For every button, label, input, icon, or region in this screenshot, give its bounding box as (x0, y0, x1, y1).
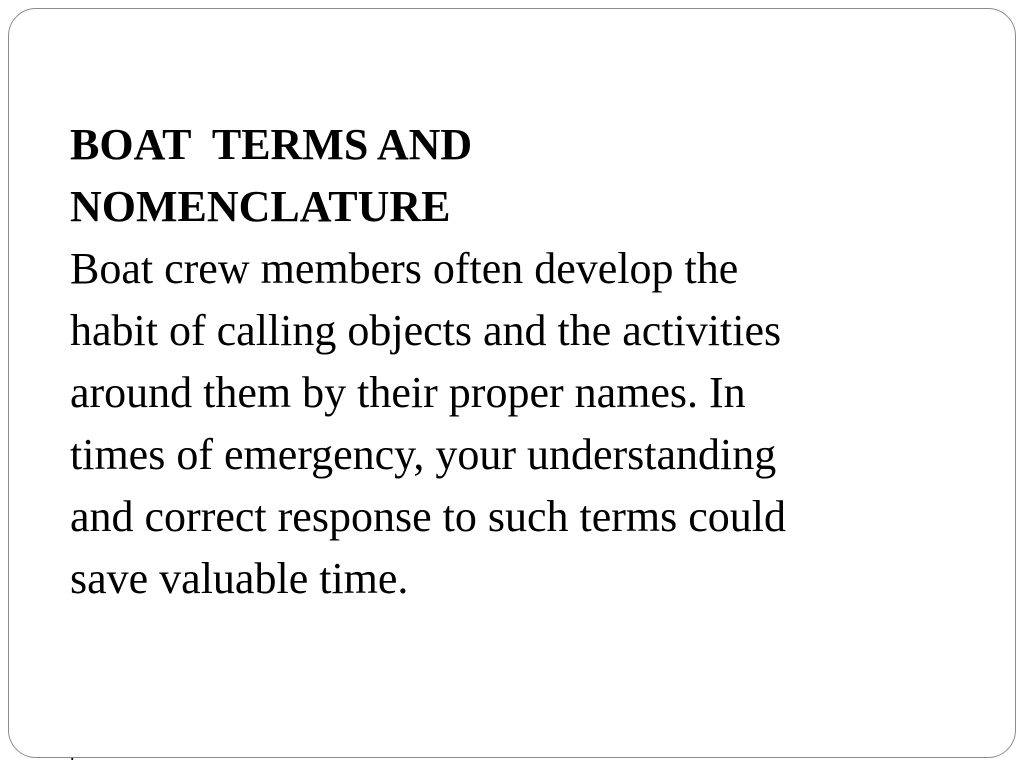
footer-dot: . (70, 744, 75, 764)
body-text-line-2: habit of calling objects and the activities (70, 306, 782, 355)
body-text-line-4: times of emergency, your understanding (70, 430, 777, 479)
body-text-line-3: around them by their proper names. In (70, 368, 746, 417)
slide-title-line-2: NOMENCLATURE (70, 182, 451, 231)
body-text-line-1: Boat crew members often develop the (70, 244, 739, 293)
body-text-line-6: save valuable time. (70, 554, 409, 603)
body-text-line-5: and correct response to such terms could (70, 492, 786, 541)
slide-title-line-1: BOAT TERMS AND (70, 120, 473, 169)
slide-content (70, 114, 930, 610)
